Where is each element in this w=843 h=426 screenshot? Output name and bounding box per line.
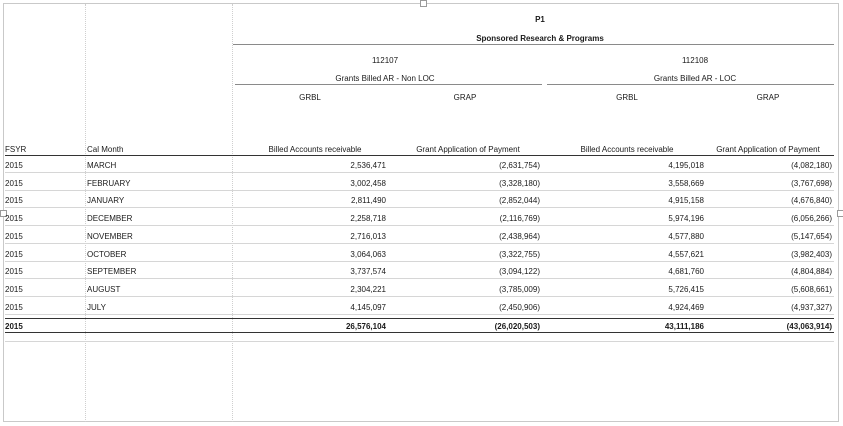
cell-billed-ar-2: 4,681,760 xyxy=(668,267,704,276)
row-separator xyxy=(5,225,834,226)
cell-fsyr: 2015 xyxy=(5,214,23,223)
cell-billed-ar-2: 3,558,669 xyxy=(668,179,704,188)
sub-grbl-2: GRBL xyxy=(616,93,638,102)
cell-billed-ar-1: 3,737,574 xyxy=(350,267,386,276)
cell-cal-month: SEPTEMBER xyxy=(87,267,137,276)
row-separator xyxy=(5,207,834,208)
row-separator xyxy=(5,261,834,262)
report-frame xyxy=(3,3,839,422)
row-separator xyxy=(5,190,834,191)
account-code-2: 112108 xyxy=(681,56,709,65)
cell-fsyr: 2015 xyxy=(5,232,23,241)
cell-grant-app-2: (5,147,654) xyxy=(791,232,832,241)
col-grant-app-2: Grant Application of Payment xyxy=(716,145,820,154)
account-rule-1 xyxy=(235,84,542,85)
cell-grant-app-2: (5,608,661) xyxy=(791,285,832,294)
row-separator xyxy=(5,314,834,315)
cell-billed-ar-2: 4,195,018 xyxy=(668,161,704,170)
cell-billed-ar-1: 3,002,458 xyxy=(350,179,386,188)
cell-billed-ar-2: 4,557,621 xyxy=(668,250,704,259)
resize-handle-right[interactable] xyxy=(837,210,843,217)
total-grant-app-1: (26,020,503) xyxy=(494,322,540,331)
col-billed-ar-2: Billed Accounts receivable xyxy=(580,145,674,154)
cell-fsyr: 2015 xyxy=(5,196,23,205)
row-separator xyxy=(5,172,834,173)
col-grant-app-1: Grant Application of Payment xyxy=(416,145,520,154)
col-cal-month: Cal Month xyxy=(87,145,124,154)
cell-grant-app-1: (3,322,755) xyxy=(499,250,540,259)
cell-grant-app-2: (3,982,403) xyxy=(791,250,832,259)
program-title: Sponsored Research & Programs xyxy=(476,34,604,43)
header-rule xyxy=(233,44,834,45)
cell-cal-month: FEBRUARY xyxy=(87,179,131,188)
cell-cal-month: OCTOBER xyxy=(87,250,127,259)
cell-billed-ar-1: 2,811,490 xyxy=(351,196,386,205)
cell-grant-app-1: (2,116,769) xyxy=(499,214,540,223)
cell-grant-app-1: (2,631,754) xyxy=(499,161,540,170)
cell-billed-ar-2: 4,915,158 xyxy=(668,196,704,205)
cell-grant-app-1: (2,450,906) xyxy=(499,303,540,312)
cell-billed-ar-1: 4,145,097 xyxy=(350,303,386,312)
cell-billed-ar-1: 3,064,063 xyxy=(350,250,386,259)
column-divider xyxy=(232,4,233,422)
cell-billed-ar-1: 2,304,221 xyxy=(350,285,386,294)
cell-billed-ar-1: 2,258,718 xyxy=(350,214,386,223)
cell-grant-app-2: (3,767,698) xyxy=(791,179,832,188)
total-billed-ar-2: 43,111,186 xyxy=(664,322,704,331)
cell-fsyr: 2015 xyxy=(5,161,23,170)
total-rule-extra xyxy=(5,341,834,342)
cell-billed-ar-1: 2,716,013 xyxy=(350,232,386,241)
cell-billed-ar-2: 4,924,469 xyxy=(668,303,704,312)
p-label: P1 xyxy=(535,15,545,24)
sub-grap-2: GRAP xyxy=(756,93,780,102)
cell-fsyr: 2015 xyxy=(5,285,23,294)
total-grant-app-2: (43,063,914) xyxy=(786,322,832,331)
cell-grant-app-2: (4,676,840) xyxy=(791,196,832,205)
cell-cal-month: MARCH xyxy=(87,161,117,170)
cell-cal-month: DECEMBER xyxy=(87,214,133,223)
column-divider xyxy=(85,4,86,422)
cell-billed-ar-2: 5,974,196 xyxy=(668,214,704,223)
column-header-rule xyxy=(5,155,834,156)
cell-billed-ar-1: 2,536,471 xyxy=(350,161,386,170)
col-billed-ar-1: Billed Accounts receivable xyxy=(268,145,362,154)
cell-fsyr: 2015 xyxy=(5,303,23,312)
cell-grant-app-2: (4,937,327) xyxy=(791,303,832,312)
row-separator xyxy=(5,243,834,244)
cell-grant-app-1: (2,852,044) xyxy=(499,196,540,205)
account-code-1: 112107 xyxy=(371,56,399,65)
total-fsyr: 2015 xyxy=(5,322,23,331)
cell-grant-app-2: (4,804,884) xyxy=(791,267,832,276)
account-name-2: Grants Billed AR - LOC xyxy=(653,74,737,83)
cell-cal-month: JULY xyxy=(87,303,106,312)
resize-handle-top[interactable] xyxy=(420,0,427,7)
account-name-1: Grants Billed AR - Non LOC xyxy=(335,74,435,83)
cell-grant-app-1: (3,785,009) xyxy=(499,285,540,294)
cell-grant-app-1: (3,328,180) xyxy=(499,179,540,188)
cell-grant-app-1: (3,094,122) xyxy=(499,267,540,276)
cell-grant-app-2: (4,082,180) xyxy=(791,161,832,170)
cell-cal-month: JANUARY xyxy=(87,196,125,205)
total-rule-top xyxy=(5,318,834,319)
cell-fsyr: 2015 xyxy=(5,250,23,259)
total-rule-bottom xyxy=(5,332,834,333)
account-rule-2 xyxy=(547,84,834,85)
cell-fsyr: 2015 xyxy=(5,267,23,276)
total-billed-ar-1: 26,576,104 xyxy=(345,322,386,331)
cell-cal-month: NOVEMBER xyxy=(87,232,133,241)
cell-fsyr: 2015 xyxy=(5,179,23,188)
sub-grap-1: GRAP xyxy=(453,93,477,102)
row-separator xyxy=(5,296,834,297)
sub-grbl-1: GRBL xyxy=(299,93,321,102)
cell-grant-app-2: (6,056,266) xyxy=(791,214,832,223)
cell-cal-month: AUGUST xyxy=(87,285,121,294)
cell-billed-ar-2: 5,726,415 xyxy=(668,285,704,294)
cell-billed-ar-2: 4,577,880 xyxy=(668,232,704,241)
row-separator xyxy=(5,278,834,279)
cell-grant-app-1: (2,438,964) xyxy=(499,232,540,241)
col-fsyr: FSYR xyxy=(5,145,27,154)
